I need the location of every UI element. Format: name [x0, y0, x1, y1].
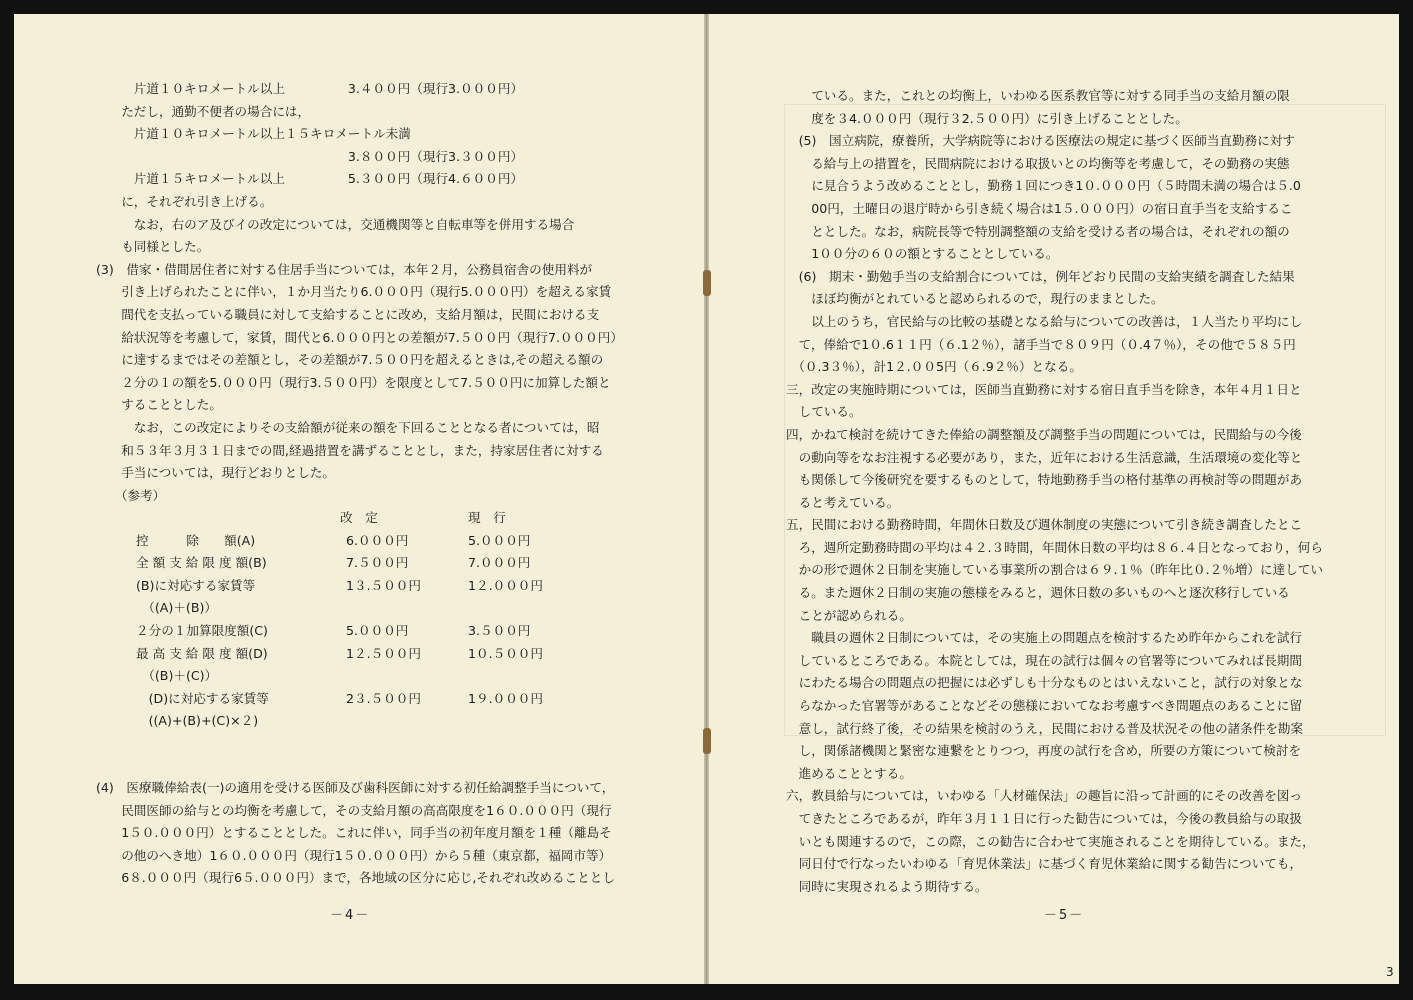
left-body-bottom [96, 777, 615, 890]
text-line: に見合うよう改めることとし，勤務１回につき1０.０００円（５時間未満の場合は５.0 [786, 178, 1301, 194]
reference-table-row [96, 620, 656, 643]
reference-cell-revised: 6.０００円 [346, 532, 409, 548]
text-line: に達するまではその差額とし，その差額が7.５００円を超えるときは,その超える額の [96, 352, 604, 368]
text-line: らなかった官署等があることなどその態様においてなお考慮すべき問題点のあることに留 [786, 698, 1303, 714]
reference-table-row [96, 552, 656, 575]
text-line: て，俸給で1０.6１１円（６.1２％），諸手当で８０９円（０.4７％），その他で５８５円 [786, 336, 1296, 352]
staple-bottom [703, 728, 711, 754]
text-line: 1００分の６０の額とすることとしている。 [786, 246, 1059, 262]
text-line: 給状況等を考慮して，家賃，間代と6.０００円との差額が7.５００円（現行7.０００円） [96, 329, 623, 345]
reference-cell-current: 1２.０００円 [468, 577, 543, 593]
text-line: ２分の１の額を5.０００円（現行3.５００円）を限度として7.５００円に加算した額と [96, 374, 611, 390]
reference-cell-current: 3.５００円 [468, 622, 531, 638]
page-number-right: －5－ [1044, 908, 1085, 923]
text-line: の他のへき地）1６０.０００円（現行1５０.０００円）から５種（東京都，福岡市等） [96, 847, 612, 863]
text-line: 引き上げられたことに伴い，１か月当たり6.０００円（現行5.０００円）を超える家賃 [96, 284, 612, 300]
text-line: しているところである。本院としては，現在の試行は個々の官署等についてみれば長期間 [786, 652, 1302, 668]
text-line: 片道１５キロメートル以上 5.３００円（現行4.６００円） [96, 171, 524, 187]
text-line: (5) 国立病院，療養所，大学病院等における医療法の規定に基づく医師当直勤務に対す [786, 133, 1295, 149]
right-body [786, 85, 1323, 898]
reference-table-row [96, 643, 656, 666]
text-line: 四，かねて検討を続けてきた俸給の調整額及び調整手当の問題については，民間給与の今後 [786, 426, 1302, 442]
text-line: し，関係諸機関と緊密な連繋をとりつつ，再度の試行を含め，所要の方策について検討を [786, 743, 1302, 759]
text-line: 1５０.０００円）とすることとした。これに伴い，同手当の初年度月額を１種（離島そ [96, 825, 612, 841]
reference-cell-label: ((A)+(B)+(C)×２) [136, 713, 259, 729]
reference-cell-label: (B)に対応する家賃等 [136, 577, 256, 593]
reference-table-header [96, 507, 656, 530]
reference-cell-label: 全 額 支 給 限 度 額(B) [136, 555, 267, 571]
text-line: (6) 期末・勤勉手当の支給割合については，例年どおり民間の支給実績を調査した結果 [786, 268, 1295, 284]
reference-cell-current: 1０.５００円 [468, 645, 543, 661]
text-line: の動向等をなお注視する必要があり，また，近年における生活意識，生活環境の変化等と [786, 449, 1303, 465]
reference-cell-label: 最 高 支 給 限 度 額(D) [136, 645, 268, 661]
reference-table-row [96, 710, 656, 733]
text-line: 手当については，現行どおりとした。 [96, 465, 336, 481]
text-line: 五，民間における勤務時間，年間休日数及び週休制度の実態について引き続き調査したとこ [786, 517, 1303, 533]
text-line: ことが認められる。 [786, 607, 912, 623]
text-line: に，それぞれ引き上げる。 [96, 193, 273, 209]
binding-spine [704, 14, 709, 984]
text-line: （０.3３％），計1２.００5円（６.9２％）となる。 [786, 359, 1082, 375]
reference-table-row [96, 688, 656, 711]
text-line: 同日付で行なったいわゆる「育児休業法」に基づく育児休業給に関する勧告についても， [786, 856, 1303, 872]
text-line: にわたる場合の問題点の把握には必ずしも十分なものとはいえないこと，試行の対象とな [786, 675, 1303, 691]
text-line: ろ，週所定勤務時間の平均は４２.３時間，年間休日数の平均は８６.４日となっており，何ら [786, 539, 1323, 555]
corner-mark: 3 [1386, 965, 1394, 979]
text-line: することとした。 [96, 397, 222, 413]
text-line: （参考） [96, 487, 166, 503]
reference-cell-label: 控 除 額(A) [136, 532, 256, 548]
text-line: なお，右のア及びイの改定については，交通機関等と自転車等を併用する場合 [96, 216, 575, 232]
reference-table-row [96, 530, 656, 553]
text-line: 和５３年３月３１日までの間,経過措置を講ずることとし，また，持家居住者に対する [96, 442, 604, 458]
text-line: も関係して今後研究を要するものとして，特地勤務手当の格付基準の再検討等の問題があ [786, 472, 1303, 488]
reference-cell-label: ２分の１加算限度額(C) [136, 622, 268, 638]
reference-cell-current: 5.０００円 [468, 532, 531, 548]
reference-table-row [96, 597, 656, 620]
reference-cell-label: （(B)＋(C)） [136, 668, 218, 684]
current-column-header: 現 行 [468, 510, 506, 525]
text-line: てきたところであるが，昨年３月１１日に行った勧告については，今後の教員給与の取扱 [786, 811, 1302, 826]
text-line: ると考えている。 [786, 494, 900, 510]
reference-cell-revised: 1２.５００円 [346, 645, 421, 661]
revised-column-header: 改 定 [340, 510, 378, 525]
text-line: なお，この改定によりその支給額が従来の額を下回ることとなる者については，昭 [96, 419, 600, 435]
text-line: 間代を支払っている職員に対して支給することに改め，支給月額は，民間における支 [96, 306, 600, 322]
text-line: いとも関連するので，この際，この勧告に合わせて実施されることを期待している。また， [786, 833, 1315, 849]
text-line: る給与上の措置を，民間病院における取扱いとの均衡等を考慮して，その勤務の実態 [786, 155, 1290, 171]
text-line: ただし，通勤不便者の場合には， [96, 103, 311, 119]
text-line: ている。また，これとの均衡上，いわゆる医系教官等に対する同手当の支給月額の限 [786, 88, 1290, 103]
text-line: (4) 医療職俸給表(一)の適用を受ける医師及び歯科医師に対する初任給調整手当について， [96, 780, 615, 795]
text-line: している。 [786, 404, 862, 420]
text-line: 片道１０キロメートル以上 3.４００円（現行3.０００円） [96, 81, 524, 96]
page-number-left: －4－ [330, 908, 371, 923]
text-line: (3) 借家・借間居住者に対する住居手当については，本年２月，公務員宿舎の使用料が [96, 261, 593, 277]
text-line: 民間医師の給与との均衡を考慮して，その支給月額の高高限度を1６０.０００円（現行 [96, 802, 612, 818]
reference-table [96, 507, 656, 733]
text-line: 意し，試行終了後，その結果を検討のうえ，民間における普及状況その他の諸条件を勘案 [786, 720, 1304, 736]
left-body-top [96, 78, 623, 507]
reference-cell-label: (D)に対応する家賃等 [136, 690, 269, 706]
text-line: 以上のうち，官民給与の比較の基礎となる給与についての改善は，１人当たり平均にし [786, 313, 1303, 329]
reference-cell-revised: 7.５００円 [346, 555, 409, 571]
text-line: 度を３4.０００円（現行３2.５００円）に引き上げることとした。 [786, 110, 1188, 126]
text-line: 三，改定の実施時期については，医師当直勤務に対する宿日直手当を除き，本年４月１日と [786, 381, 1302, 397]
text-line: る。また週休２日制の実施の態様をみると，週休日数の多いものへと逐次移行している [786, 585, 1290, 601]
text-line: 00円，土曜日の退庁時から引き続く場合は1５.０００円）の宿日直手当を支給するこ [786, 200, 1293, 216]
text-line: 3.８００円（現行3.３００円） [96, 148, 524, 164]
text-line: 同時に実現されるよう期待する。 [786, 878, 988, 894]
text-line: ととした。なお，病院長等で特別調整額の支給を受ける者の場合は，それぞれの額の [786, 223, 1290, 239]
text-line: 進めることとする。 [786, 765, 912, 781]
text-line: 6８.０００円（現行6５.０００円）まで，各地域の区分に応じ,それぞれ改めることとし [96, 870, 615, 886]
reference-table-row [96, 665, 656, 688]
reference-cell-revised: 1３.５００円 [346, 577, 421, 593]
text-line: 片道１０キロメートル以上１５キロメートル未満 [96, 126, 411, 142]
text-line: かの形で週休２日制を実施している事業所の割合は６９.１％（昨年比０.２％増）に達してい [786, 562, 1323, 578]
reference-cell-label: （(A)＋(B)） [136, 600, 217, 616]
reference-cell-revised: 5.０００円 [346, 622, 409, 638]
reference-cell-current: 7.０００円 [468, 555, 531, 571]
text-line: 職員の週休２日制については，その実施上の問題点を検討するため昨年からこれを試行 [786, 630, 1303, 646]
text-line: も同様とした。 [96, 239, 210, 255]
staple-top [703, 270, 711, 296]
text-line: 六，教員給与については，いわゆる「人材確保法」の趣旨に沿って計画的にその改善を図っ [786, 788, 1303, 804]
reference-cell-revised: 2３.５００円 [346, 690, 421, 706]
text-line: ほぼ均衡がとれていると認められるので，現行のままとした。 [786, 291, 1164, 307]
reference-cell-current: 1９.０００円 [468, 690, 543, 706]
reference-table-row [96, 575, 656, 598]
